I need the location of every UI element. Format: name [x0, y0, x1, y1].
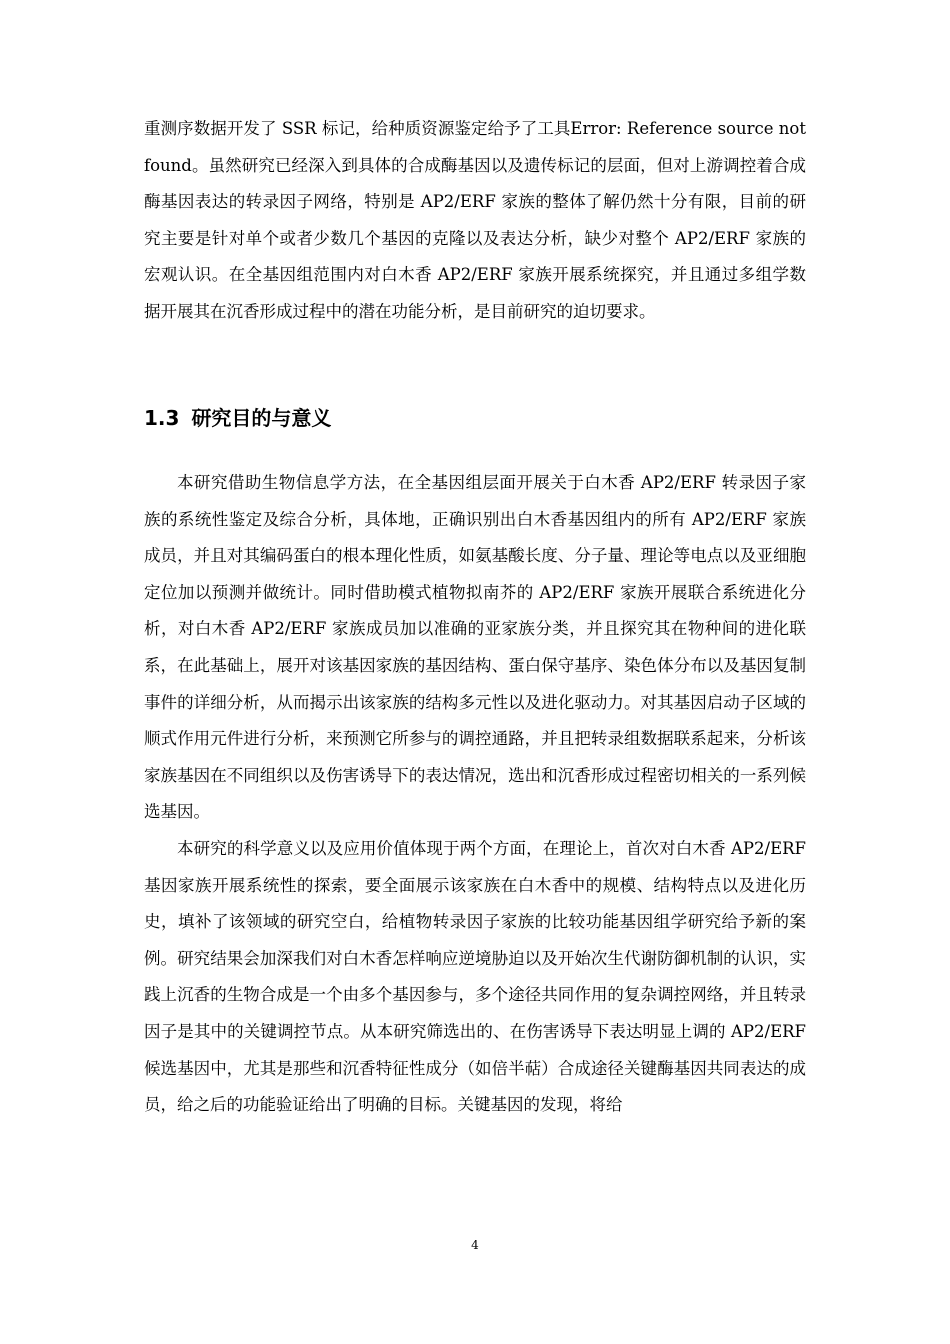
body-paragraph-1: 本研究借助生物信息学方法，在全基因组层面开展关于白木香 AP2/ERF 转录因子家族的系统性鉴定及综合分析，具体地，正确识别出白木香基因组内的所有 AP2/ERF 家族成员，并且对其编码蛋白的根本理化性质，如氨基酸长度、分子量、理论等电点以及亚细胞定位加以预测并做统计。同时借助模式植物拟南芥的 AP2/ERF 家族开展联合系统进化分析，对白木香 AP2/ERF 家族成员加以准确的亚家族分类，并且探究其在物种间的进化联系，在此基础上，展开对该基因家族的基因结构、蛋白保守基序、染色体分布以及基因复制事件的详细分析，从而揭示出该家族的结构多元性以及进化驱动力。对其基因启动子区域的顺式作用元件进行分析，来预测它所参与的调控通路，并且把转录组数据联系起来，分析该家族基因在不同组织以及伤害诱导下的表达情况，选出和沉香形成过程密切相关的一系列候选基因。	[144, 473, 806, 822]
section-body	[144, 465, 806, 1124]
intro-paragraph: 重测序数据开发了 SSR 标记，给种质资源鉴定给予了工具Error: Reference source not found。虽然研究已经深入到具体的合成酶基因以及遗传标记的层面，但对上游调控着合成酶基因表达的转录因子网络，特别是 AP2/ERF 家族的整体了解仍然十分有限，目前的研究主要是针对单个或者少数几个基因的克隆以及表达分析，缺少对整个 AP2/ERF 家族的宏观认识。在全基因组范围内对白木香 AP2/ERF 家族开展系统探究，并且通过多组学数据开展其在沉香形成过程中的潜在功能分析，是目前研究的迫切要求。	[144, 119, 806, 321]
section-title: 研究目的与意义	[191, 406, 332, 430]
section-number: 1.3	[144, 406, 180, 430]
body-paragraph-2: 本研究的科学意义以及应用价值体现于两个方面，在理论上，首次对白木香 AP2/ERF 基因家族开展系统性的探索，要全面展示该家族在白木香中的规模、结构特点以及进化历史，填补了该领域的研究空白，给植物转录因子家族的比较功能基因组学研究给予新的案例。研究结果会加深我们对白木香怎样响应逆境胁迫以及开始次生代谢防御机制的认识，实践上沉香的生物合成是一个由多个基因参与，多个途径共同作用的复杂调控网络，并且转录因子是其中的关键调控节点。从本研究筛选出的、在伤害诱导下表达明显上调的 AP2/ERF 候选基因中，尤其是那些和沉香特征性成分（如倍半萜）合成途径关键酶基因共同表达的成员，给之后的功能验证给出了明确的目标。关键基因的发现，将给	[144, 838, 806, 1115]
page-number: 4	[471, 1238, 479, 1252]
section-heading	[144, 402, 331, 434]
